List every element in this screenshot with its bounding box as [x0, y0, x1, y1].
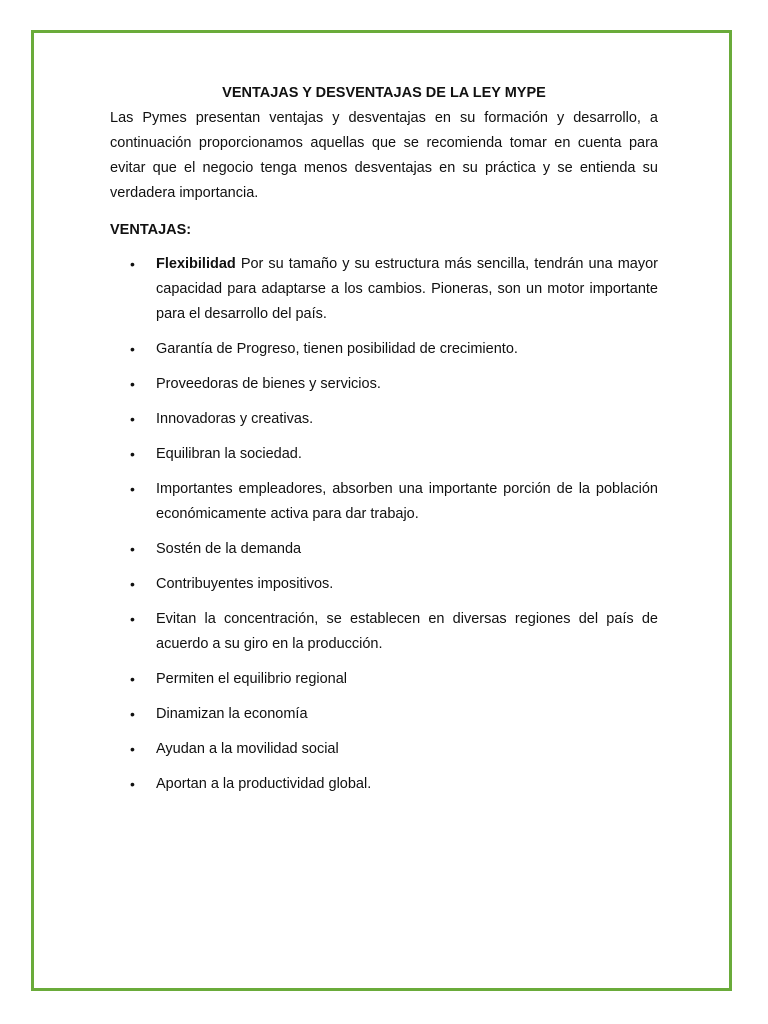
list-item [110, 607, 658, 657]
document-title: VENTAJAS Y DESVENTAJAS DE LA LEY MYPE [222, 85, 546, 101]
list-item-text: Proveedoras de bienes y servicios. [156, 376, 381, 392]
list-item [110, 442, 658, 467]
section-heading-ventajas: VENTAJAS: [110, 222, 192, 238]
bullet-icon: • [130, 741, 135, 757]
list-item-text: Permiten el equilibrio regional [156, 671, 348, 687]
list-item-text: Garantía de Progreso, tienen posibilidad de crecimiento. [156, 341, 518, 357]
bullet-icon: • [130, 576, 135, 592]
list-item-text: Ayudan a la movilidad social [156, 741, 339, 757]
intro-paragraph: Las Pymes presentan ventajas y desventajas en su formación y desarrollo, a continuación proporcionamos aquellas que se recomienda tomar en cuenta para evitar que el negocio tenga menos desventajas en su práctica y se entienda su verdadera importancia. [110, 110, 658, 201]
list-item [110, 667, 658, 692]
list-item [110, 407, 658, 432]
list-item-text: Innovadoras y creativas. [156, 411, 314, 427]
bullet-icon: • [130, 341, 135, 357]
bullet-icon: • [130, 411, 135, 427]
list-item-text: Por su tamaño y su estructura más sencilla, tendrán una mayor capacidad para adaptarse a los cambios. Pioneras, son un motor importante para el desarrollo del país. [156, 256, 658, 322]
list-item [110, 772, 658, 797]
list-item [110, 702, 658, 727]
list-item [110, 252, 658, 327]
list-item-text: Evitan la concentración, se establecen en diversas regiones del país de acuerdo a su giro en la producción. [156, 611, 658, 652]
bullet-icon: • [130, 706, 135, 722]
bullet-icon: • [130, 776, 135, 792]
bullet-icon: • [130, 376, 135, 392]
bullet-icon: • [130, 671, 135, 687]
bullet-icon: • [130, 481, 135, 497]
list-item [110, 572, 658, 597]
list-item-text: Sostén de la demanda [156, 541, 302, 557]
document-content [110, 82, 658, 807]
list-item-text: Aportan a la productividad global. [156, 776, 372, 792]
bullet-icon: • [130, 256, 135, 272]
ventajas-list [110, 252, 658, 797]
list-item [110, 737, 658, 762]
bullet-icon: • [130, 611, 135, 627]
list-item [110, 372, 658, 397]
list-item-text: Contribuyentes impositivos. [156, 576, 334, 592]
list-item-text: Importantes empleadores, absorben una importante porción de la población económicamente activa para dar trabajo. [156, 481, 658, 522]
list-item-lead: Flexibilidad [156, 256, 236, 272]
bullet-icon: • [130, 541, 135, 557]
list-item [110, 337, 658, 362]
list-item [110, 477, 658, 527]
list-item-text: Dinamizan la economía [156, 706, 308, 722]
list-item [110, 537, 658, 562]
bullet-icon: • [130, 446, 135, 462]
list-item-text: Equilibran la sociedad. [156, 446, 302, 462]
